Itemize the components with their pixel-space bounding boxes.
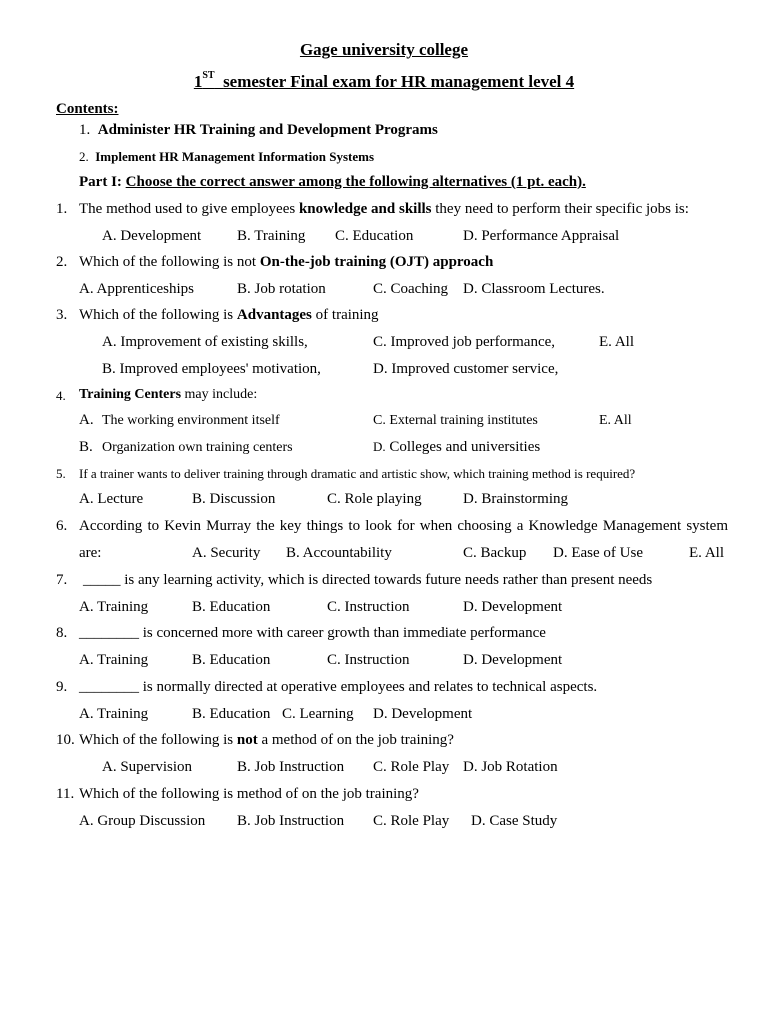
question-5-number: 5. xyxy=(56,466,66,481)
question-6-number: 6. xyxy=(56,518,68,534)
option-c: C. Improved job performance, xyxy=(373,334,556,350)
option-b: B. Education xyxy=(192,652,271,668)
option-b: B. Training xyxy=(237,228,306,244)
option-d-text: Colleges and universities xyxy=(389,439,541,455)
option-c: C. Education xyxy=(335,228,414,244)
question-6-text: According to Kevin Murray the key things to look for when choosing a Knowledge Management system xyxy=(79,518,728,534)
option-c: C. Role Play xyxy=(373,759,450,775)
option-b: B. Education xyxy=(192,706,271,722)
question-7-number: 7. xyxy=(56,572,68,588)
option-b: B. Education xyxy=(192,599,271,615)
option-a: A. Training xyxy=(79,599,149,615)
exam-ordinal-suffix: ST xyxy=(202,70,215,81)
option-d xyxy=(373,440,540,455)
option-d: D. Ease of Use xyxy=(553,545,643,561)
option-d: D. Development xyxy=(373,706,473,722)
option-c: C. External training institutes xyxy=(373,413,538,428)
option-c: C. Role playing xyxy=(327,491,422,507)
option-a: A. Group Discussion xyxy=(79,813,206,829)
option-d: D. Job Rotation xyxy=(463,759,558,775)
question-text-part: of training xyxy=(311,307,379,323)
contents-item-text: Administer HR Training and Development Programs xyxy=(97,122,438,138)
option-a: A. Training xyxy=(79,652,149,668)
college-title: Gage university college xyxy=(299,40,469,59)
contents-item-text: Implement HR Management Information Systems xyxy=(95,149,375,164)
exam-title-text: semester Final exam for HR management level 4 xyxy=(223,72,575,91)
option-d: D. Case Study xyxy=(471,813,558,829)
option-d: D. Development xyxy=(463,599,563,615)
question-7-text: _____ is any learning activity, which is directed towards future needs rather than present needs xyxy=(83,572,653,588)
question-text-bold: On-the-job training (OJT) approach xyxy=(259,254,494,270)
question-5-text: If a trainer wants to deliver training through dramatic and artistic show, which training method is required? xyxy=(79,466,636,481)
question-1-number: 1. xyxy=(56,201,68,217)
option-a: A. Supervision xyxy=(102,759,192,775)
option-d: D. Brainstorming xyxy=(463,491,568,507)
question-4-text xyxy=(79,388,257,402)
option-e: E. All xyxy=(599,413,632,428)
option-a: A. Training xyxy=(79,706,149,722)
question-text-bold: Advantages xyxy=(236,307,312,323)
option-a: A. Security xyxy=(192,545,261,561)
question-text-bold: Training Centers xyxy=(79,387,182,402)
question-text-bold: not xyxy=(236,732,258,748)
question-text-part: The method used to give employees xyxy=(79,201,299,217)
option-b: B. Improved employees' motivation, xyxy=(102,361,321,377)
option-e: E. All xyxy=(599,334,635,350)
option-b: B. Job Instruction xyxy=(237,759,345,775)
option-b: B. Job Instruction xyxy=(237,813,345,829)
contents-item-1 xyxy=(79,123,438,138)
contents-label: Contents: xyxy=(56,101,119,117)
question-4-number: 4. xyxy=(56,388,66,403)
option-a: A. Development xyxy=(102,228,202,244)
option-c: C. Instruction xyxy=(327,599,410,615)
option-a-letter: A. xyxy=(79,412,94,428)
question-text-part: Which of the following is not xyxy=(79,254,260,270)
question-1-text xyxy=(79,202,689,217)
question-2-text xyxy=(79,255,493,270)
option-b: Organization own training centers xyxy=(102,440,293,455)
question-text-part: may include: xyxy=(181,387,258,402)
question-text-part: Which of the following is xyxy=(79,307,237,323)
exam-title xyxy=(0,70,768,91)
contents-item-number: 2. xyxy=(79,149,89,164)
question-8-number: 8. xyxy=(56,625,68,641)
part-heading xyxy=(79,175,586,190)
option-b: B. Job rotation xyxy=(237,281,326,297)
exam-ordinal: 1 xyxy=(193,72,203,91)
option-a: A. Lecture xyxy=(79,491,144,507)
option-a: The working environment itself xyxy=(102,413,280,428)
question-9-number: 9. xyxy=(56,679,68,695)
option-b: B. Discussion xyxy=(192,491,276,507)
option-c: C. Learning xyxy=(282,706,354,722)
option-a: A. Improvement of existing skills, xyxy=(102,334,308,350)
option-c: C. Instruction xyxy=(327,652,410,668)
option-d-letter: D. xyxy=(373,439,386,454)
question-11-text: Which of the following is method of on the job training? xyxy=(79,786,419,802)
question-text-part: a method of on the job training? xyxy=(257,732,454,748)
option-b-letter: B. xyxy=(79,439,93,455)
contents-item-2 xyxy=(79,150,374,163)
option-a: A. Apprenticeships xyxy=(79,281,194,297)
part-label: Part I: xyxy=(79,174,122,190)
option-d: D. Improved customer service, xyxy=(373,361,559,377)
option-c: C. Role Play xyxy=(373,813,450,829)
option-b: B. Accountability xyxy=(286,545,392,561)
part-instruction: Choose the correct answer among the following alternatives (1 pt. each). xyxy=(125,174,586,190)
option-e: E. All xyxy=(689,545,725,561)
question-10-text xyxy=(79,733,454,748)
option-d: D. Development xyxy=(463,652,563,668)
question-10-number: 10. xyxy=(56,732,75,748)
question-3-text xyxy=(79,308,379,323)
question-2-number: 2. xyxy=(56,254,68,270)
option-d: D. Classroom Lectures. xyxy=(463,281,605,297)
option-c: C. Coaching xyxy=(373,281,448,297)
question-11-number: 11. xyxy=(56,786,75,802)
contents-item-number: 1. xyxy=(79,122,91,138)
question-8-text: ________ is concerned more with career growth than immediate performance xyxy=(79,625,546,641)
question-text-part: Which of the following is xyxy=(79,732,237,748)
question-6-continuation: are: xyxy=(79,545,102,561)
option-d: D. Performance Appraisal xyxy=(463,228,620,244)
question-9-text: ________ is normally directed at operative employees and relates to technical aspects. xyxy=(79,679,598,695)
question-text-bold: knowledge and skills xyxy=(298,201,432,217)
question-text-part: they need to perform their specific jobs is: xyxy=(431,201,689,217)
option-c: C. Backup xyxy=(463,545,527,561)
question-3-number: 3. xyxy=(56,307,68,323)
